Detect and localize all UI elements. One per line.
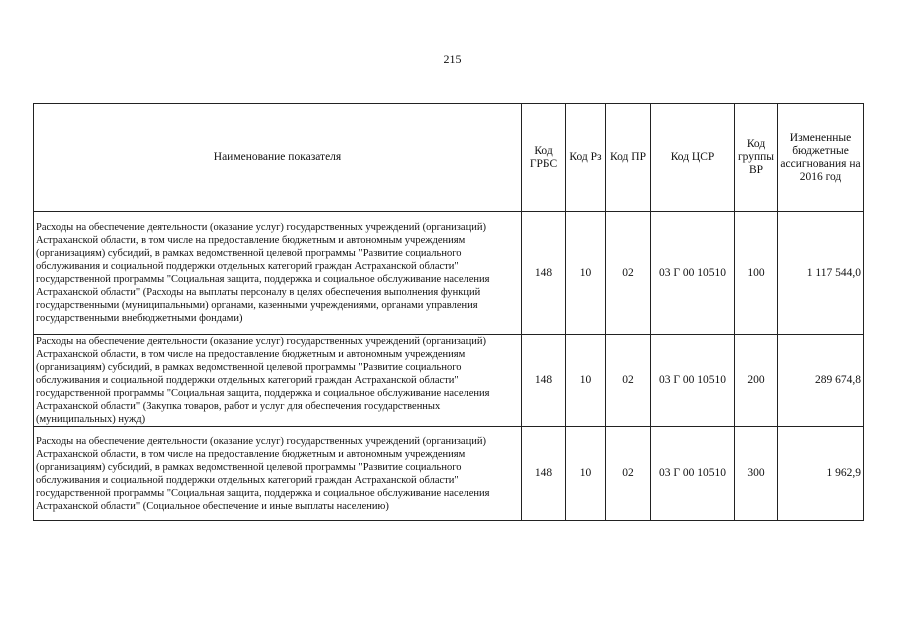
row-pr: 02 bbox=[606, 427, 651, 521]
row-rz: 10 bbox=[566, 212, 606, 335]
budget-table bbox=[33, 103, 864, 521]
table-header-row bbox=[34, 104, 864, 212]
row-vr: 100 bbox=[735, 212, 778, 335]
header-csr: Код ЦСР bbox=[651, 104, 735, 212]
row-vr: 300 bbox=[735, 427, 778, 521]
row-pr: 02 bbox=[606, 335, 651, 427]
row-name: Расходы на обеспечение деятельности (оказание услуг) государственных учреждений (организаций) Астраханской области, в том числе на предоставление бюджетным и автономным учреждениям (организациям) субсидий, в рамках ведомственной целевой программы "Развитие социального обслуживания и социальной поддержки отдельных категорий граждан Астраханской области" государственной программы "Социальная защита, поддержка и социальное обслуживание населения Астраханской области" (Социальное обеспечение и иные выплаты населению) bbox=[34, 427, 522, 521]
header-grbs: Код ГРБС bbox=[522, 104, 566, 212]
header-rz: Код Рз bbox=[566, 104, 606, 212]
row-pr: 02 bbox=[606, 212, 651, 335]
row-amount: 289 674,8 bbox=[778, 335, 864, 427]
row-grbs: 148 bbox=[522, 427, 566, 521]
row-grbs: 148 bbox=[522, 335, 566, 427]
row-vr: 200 bbox=[735, 335, 778, 427]
page-number: 215 bbox=[443, 52, 462, 66]
header-vr: Код группы ВР bbox=[735, 104, 778, 212]
header-name: Наименование показателя bbox=[34, 104, 522, 212]
row-amount: 1 962,9 bbox=[778, 427, 864, 521]
row-rz: 10 bbox=[566, 335, 606, 427]
table-row bbox=[34, 212, 864, 335]
table-row bbox=[34, 335, 864, 427]
row-csr: 03 Г 00 10510 bbox=[651, 335, 735, 427]
header-pr: Код ПР bbox=[606, 104, 651, 212]
row-rz: 10 bbox=[566, 427, 606, 521]
row-name: Расходы на обеспечение деятельности (оказание услуг) государственных учреждений (организаций) Астраханской области, в том числе на предоставление бюджетным и автономным учреждениям (организациям) субсидий, в рамках ведомственной целевой программы "Развитие социального обслуживания и социальной поддержки отдельных категорий граждан Астраханской области" государственной программы "Социальная защита, поддержка и социальное обслуживание населения Астраханской области" (Расходы на выплаты персоналу в целях обеспечения выполнения функций государственными (муниципальными) органами, казенными учреждениями, органами управления государственными внебюджетными фондами) bbox=[34, 212, 522, 335]
row-csr: 03 Г 00 10510 bbox=[651, 427, 735, 521]
row-csr: 03 Г 00 10510 bbox=[651, 212, 735, 335]
row-grbs: 148 bbox=[522, 212, 566, 335]
row-amount: 1 117 544,0 bbox=[778, 212, 864, 335]
table-row bbox=[34, 427, 864, 521]
header-amount: Измененные бюджетные ассигнования на 2016 год bbox=[778, 104, 864, 212]
row-name: Расходы на обеспечение деятельности (оказание услуг) государственных учреждений (организаций) Астраханской области, в том числе на предоставление бюджетным и автономным учреждениям (организациям) субсидий, в рамках ведомственной целевой программы "Развитие социального обслуживания и социальной поддержки отдельных категорий граждан Астраханской области" государственной программы "Социальная защита, поддержка и социальное обслуживание населения Астраханской области" (Закупка товаров, работ и услуг для обеспечения государственных (муниципальных) нужд) bbox=[34, 335, 522, 427]
